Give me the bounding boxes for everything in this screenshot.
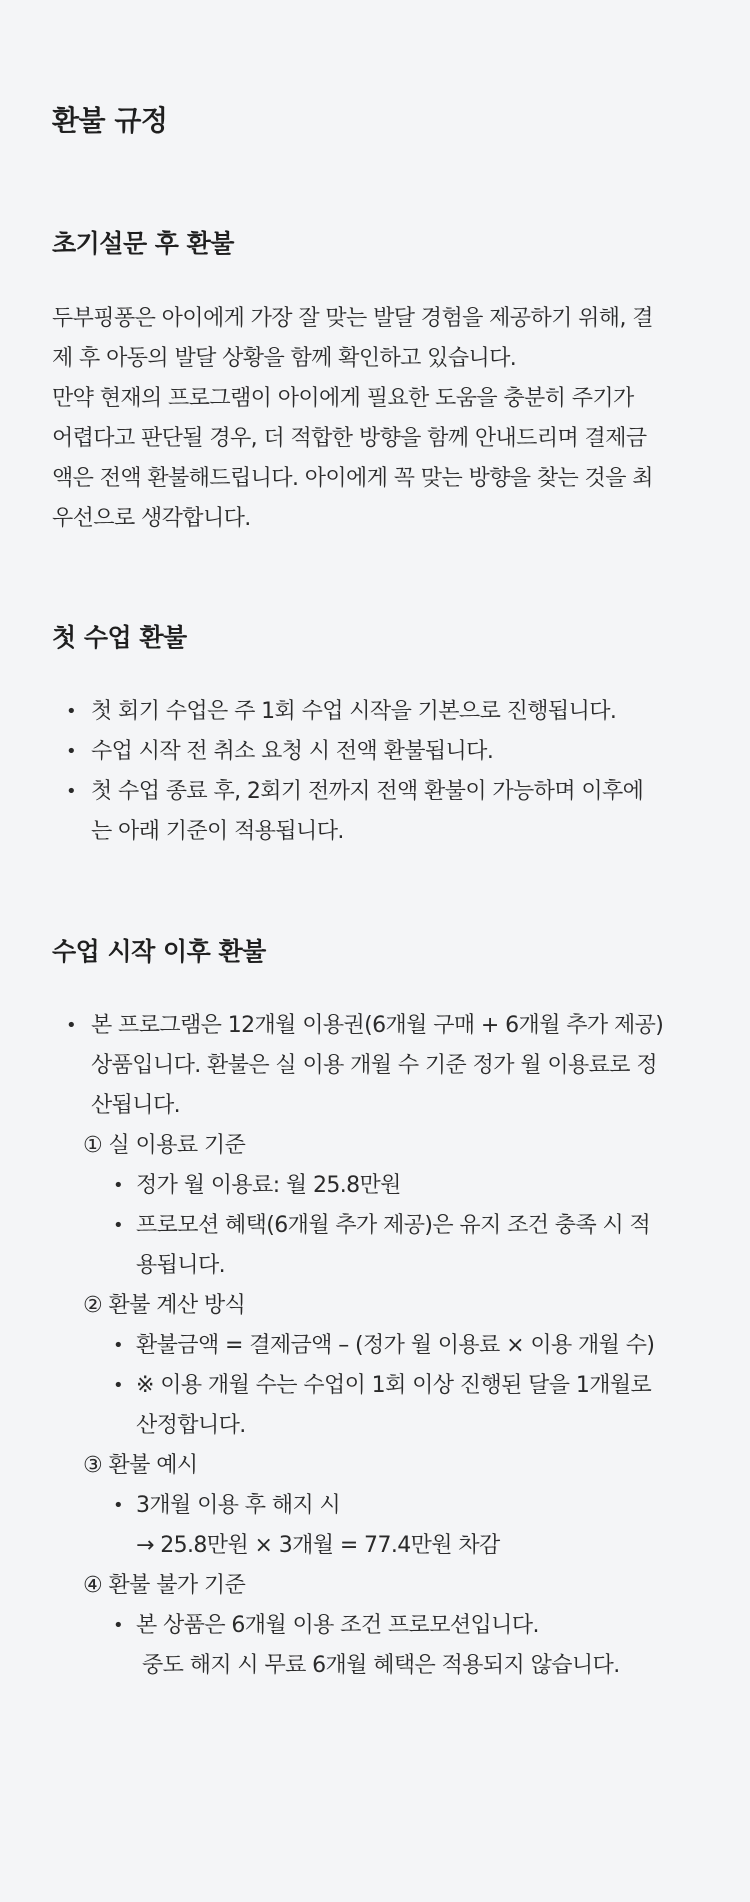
list-item-text: 는 아래 기준이 적용됩니다.	[91, 819, 344, 844]
sub-list-item-text: 중도 해지 시 무료 6개월 혜택은 적용되지 않습니다.	[142, 1653, 620, 1678]
refund-detail-groups	[52, 1126, 702, 1686]
paragraph-line: 제 후 아동의 발달 상황을 함께 확인하고 있습니다.	[52, 346, 517, 371]
initial-survey-paragraph	[52, 299, 702, 539]
list-item-text: • 첫 수업 종료 후, 2회기 전까지 전액 환불이 가능하며 이후에	[91, 779, 644, 804]
list-item-text: 산됩니다.	[91, 1093, 181, 1118]
sub-list-item-text: • ※ 이용 개월 수는 수업이 1회 이상 진행된 달을 1개월로	[136, 1373, 652, 1398]
sub-list-item-text: • 프로모션 혜택(6개월 추가 제공)은 유지 조건 충족 시 적	[136, 1213, 651, 1238]
list-item-text: • 첫 회기 수업은 주 1회 수업 시작을 기본으로 진행됩니다.	[91, 699, 617, 724]
paragraph-line: 액은 전액 환불해드립니다. 아이에게 꼭 맞는 방향을 찾는 것을 최	[52, 466, 653, 491]
group-heading: ③ 환불 예시	[83, 1453, 198, 1478]
sub-list-item-text: • 환불금액 = 결제금액 – (정가 월 이용료 × 이용 개월 수)	[136, 1333, 655, 1358]
list-item-text: • 수업 시작 전 취소 요청 시 전액 환불됩니다.	[91, 739, 494, 764]
group-heading: ② 환불 계산 방식	[83, 1293, 246, 1318]
section-title-first-class: 첫 수업 환불	[52, 623, 187, 652]
page-title: 환불 규정	[52, 104, 168, 137]
sub-list-item	[97, 1206, 702, 1286]
sub-list-item-text: 산정합니다.	[136, 1413, 246, 1438]
sub-list-item	[97, 1606, 702, 1686]
sub-list-item-text: • 본 상품은 6개월 이용 조건 프로모션입니다.	[136, 1613, 539, 1638]
first-class-list	[52, 692, 702, 852]
group-heading: ④ 환불 불가 기준	[83, 1573, 246, 1598]
section-title-after-start: 수업 시작 이후 환불	[52, 937, 266, 966]
list-item-text: • 본 프로그램은 12개월 이용권(6개월 구매 + 6개월 추가 제공)	[91, 1013, 664, 1038]
list-item	[52, 692, 702, 732]
sub-list-item-text: 용됩니다.	[136, 1253, 226, 1278]
list-item-text: 상품입니다. 환불은 실 이용 개월 수 기준 정가 월 이용료로 정	[91, 1053, 657, 1078]
sub-list-item	[97, 1366, 702, 1446]
paragraph-line: 우선으로 생각합니다.	[52, 506, 251, 531]
sub-list-item	[97, 1166, 702, 1206]
after-start-list	[52, 1006, 702, 1126]
paragraph-line: 만약 현재의 프로그램이 아이에게 필요한 도움을 충분히 주기가	[52, 386, 634, 411]
list-item	[52, 772, 702, 852]
paragraph-line: 어렵다고 판단될 경우, 더 적합한 방향을 함께 안내드리며 결제금	[52, 426, 647, 451]
sub-list-item-text: • 정가 월 이용료: 월 25.8만원	[136, 1173, 401, 1198]
paragraph-line: 두부핑퐁은 아이에게 가장 잘 맞는 발달 경험을 제공하기 위해, 결	[52, 306, 653, 331]
sub-list-item-text: → 25.8만원 × 3개월 = 77.4만원 차감	[136, 1533, 500, 1558]
section-title-initial-survey: 초기설문 후 환불	[52, 229, 234, 258]
list-item	[52, 1006, 702, 1126]
list-item	[52, 732, 702, 772]
sub-list-item-text: • 3개월 이용 후 해지 시	[136, 1493, 341, 1518]
group-heading: ① 실 이용료 기준	[83, 1133, 246, 1158]
sub-list-item	[97, 1486, 702, 1566]
sub-list-item	[97, 1326, 702, 1366]
